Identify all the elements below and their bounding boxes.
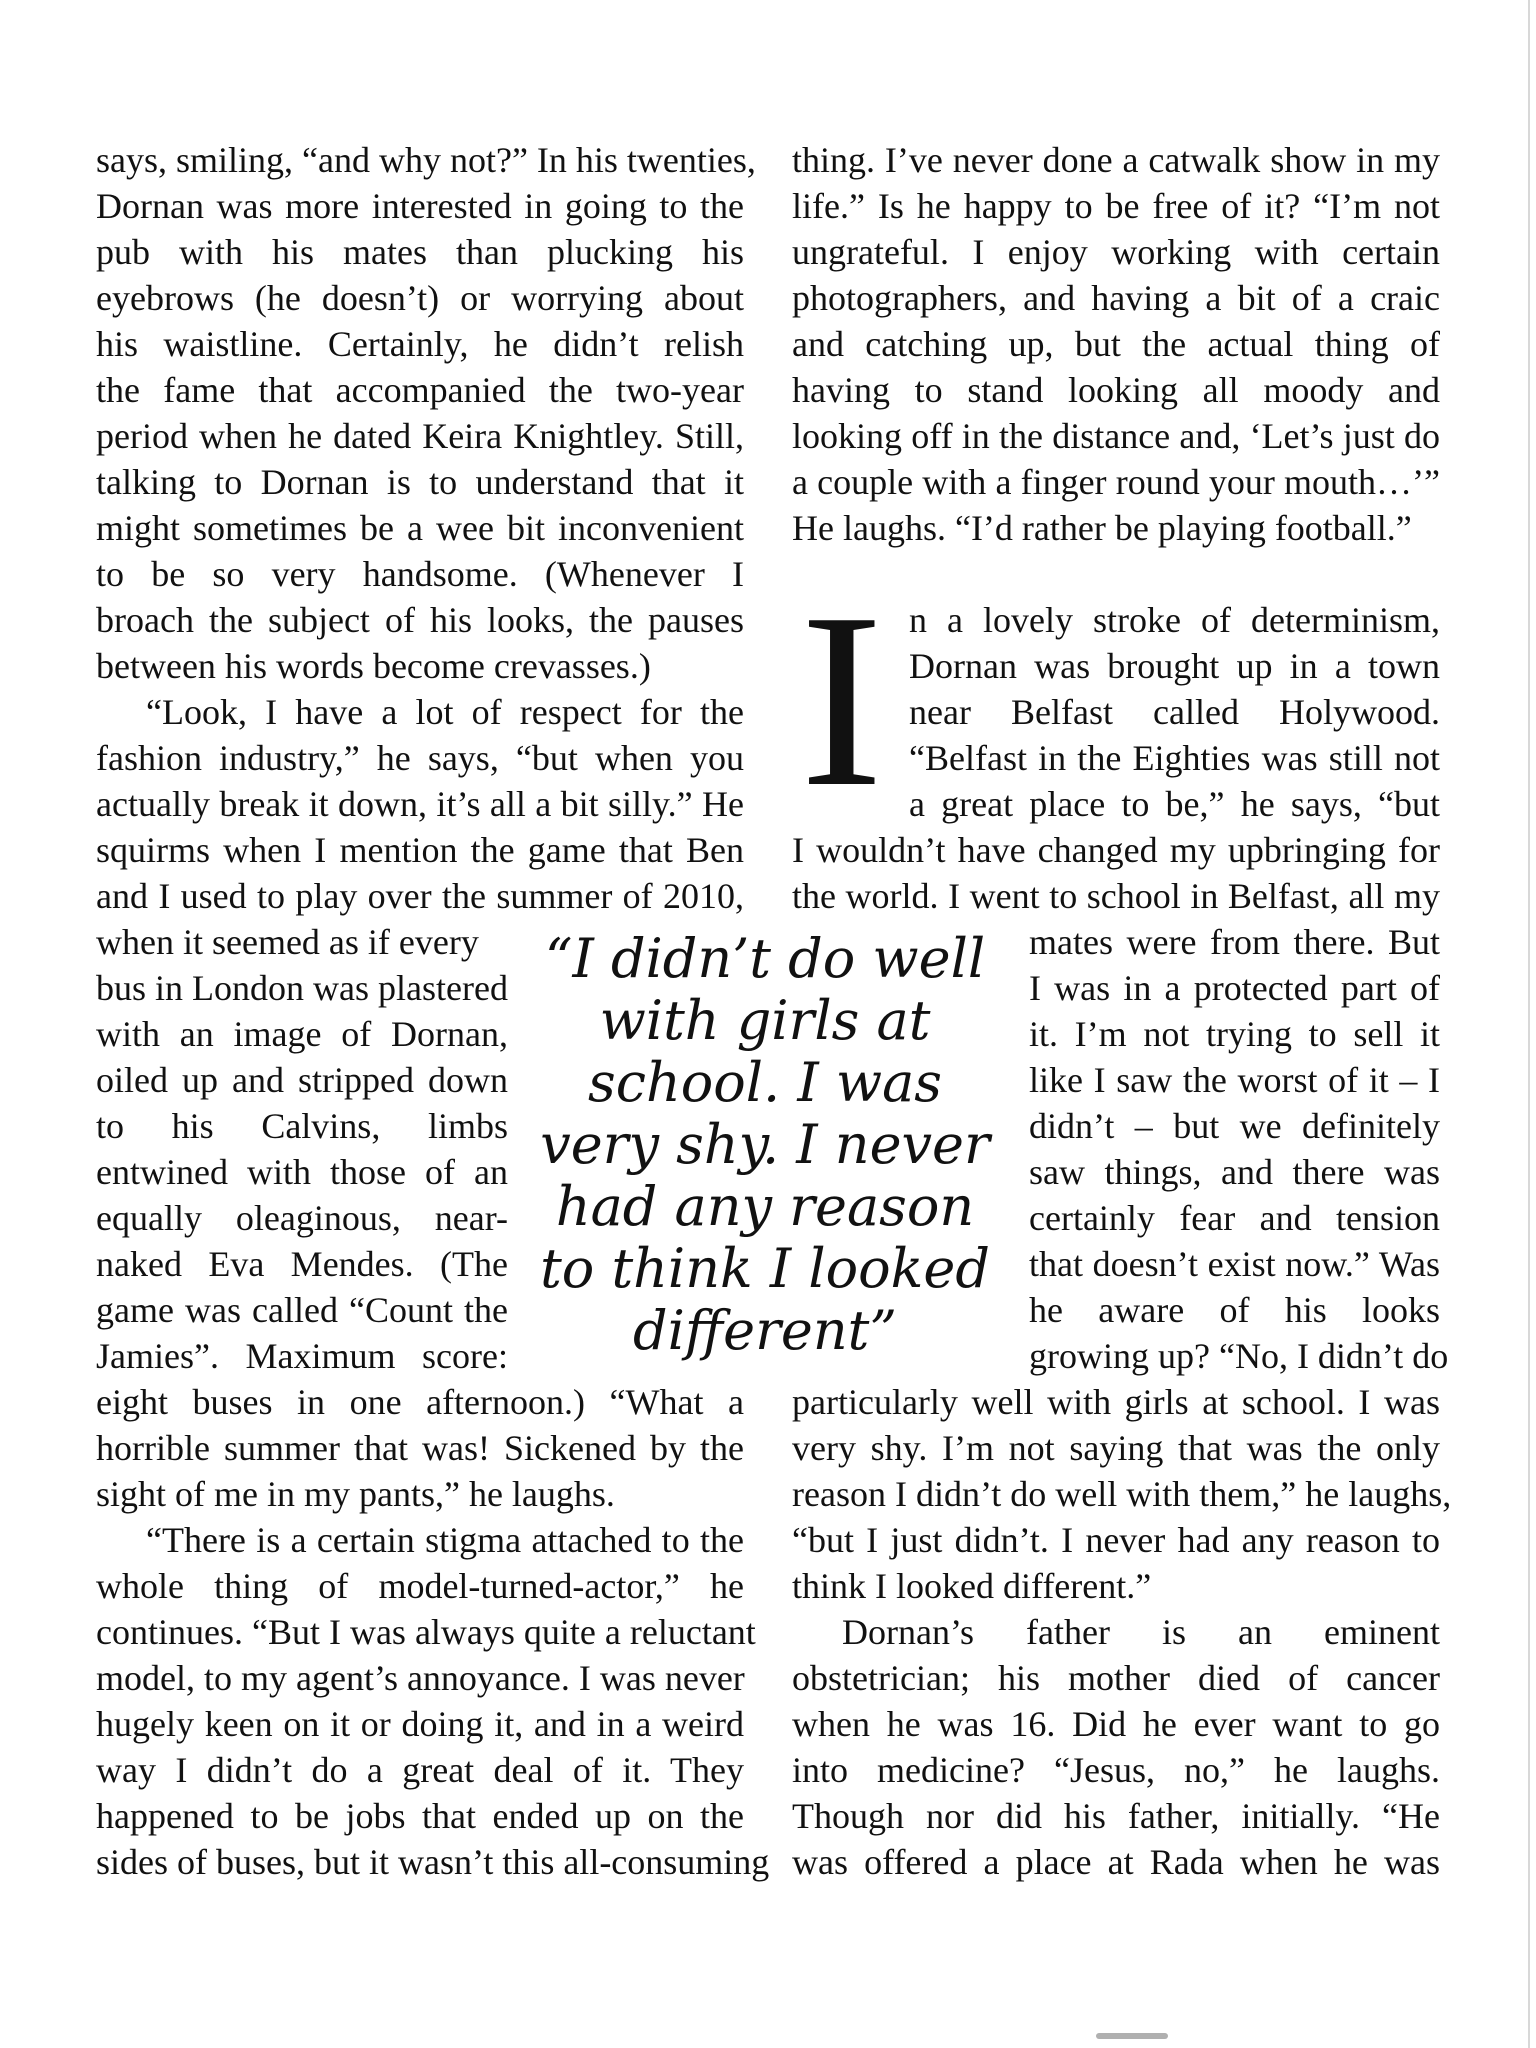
text-line: like I saw the worst of it – I	[1029, 1060, 1440, 1100]
pull-quote	[520, 928, 1010, 1362]
text-line: game was called “Count the	[96, 1290, 508, 1330]
text-line: it. I’m not trying to sell it	[1029, 1014, 1440, 1054]
text-line: think I looked different.”	[792, 1566, 1152, 1606]
text-line: way I didn’t do a great deal of it. They	[96, 1750, 744, 1790]
text-line: says, smiling, “and why not?” In his twenties,	[96, 140, 756, 180]
text-line: that doesn’t exist now.” Was	[1029, 1244, 1440, 1284]
text-line: I was in a protected part of	[1029, 968, 1440, 1008]
text-line: mates were from there. But	[1029, 922, 1440, 962]
text-line: very shy. I’m not saying that was the only	[792, 1428, 1440, 1468]
text-line: certainly fear and tension	[1029, 1198, 1440, 1238]
text-line: talking to Dornan is to understand that it	[96, 462, 744, 502]
text-line: hugely keen on it or doing it, and in a weird	[96, 1704, 744, 1744]
text-line: to his Calvins, limbs	[96, 1106, 508, 1146]
text-line: I wouldn’t have changed my upbringing for	[792, 830, 1440, 870]
text-line: pub with his mates than plucking his	[96, 232, 744, 272]
pull-quote-line: “I didn’t do well	[544, 927, 986, 990]
text-line: eight buses in one afternoon.) “What a	[96, 1382, 744, 1422]
text-line: “Belfast in the Eighties was still not	[909, 738, 1440, 778]
text-line: looking off in the distance and, ‘Let’s just do	[792, 416, 1440, 456]
text-line: growing up? “No, I didn’t do	[1029, 1336, 1449, 1376]
text-line: the fame that accompanied the two-year	[96, 370, 744, 410]
text-line: didn’t – but we definitely	[1029, 1106, 1440, 1146]
text-line: model, to my agent’s annoyance. I was never	[96, 1658, 745, 1698]
text-line: “Look, I have a lot of respect for the	[146, 692, 744, 732]
text-line: “There is a certain stigma attached to the	[146, 1520, 744, 1560]
text-line: naked Eva Mendes. (The	[96, 1244, 508, 1284]
text-line: saw things, and there was	[1029, 1152, 1440, 1192]
pull-quote-line: with girls at	[599, 989, 931, 1052]
text-line: “but I just didn’t. I never had any reason to	[792, 1520, 1440, 1560]
text-line: thing. I’ve never done a catwalk show in my	[792, 140, 1440, 180]
text-line: horrible summer that was! Sickened by the	[96, 1428, 744, 1468]
text-line: He laughs. “I’d rather be playing football.”	[792, 508, 1412, 548]
text-line: whole thing of model-turned-actor,” he	[96, 1566, 744, 1606]
text-line: squirms when I mention the game that Ben	[96, 830, 744, 870]
text-line: broach the subject of his looks, the pauses	[96, 600, 744, 640]
text-line: between his words become crevasses.)	[96, 646, 651, 686]
text-line: actually break it down, it’s all a bit silly.” He	[96, 784, 744, 824]
text-line: reason I didn’t do well with them,” he laughs,	[792, 1474, 1452, 1514]
text-line: period when he dated Keira Knightley. Still,	[96, 416, 744, 456]
text-line: ungrateful. I enjoy working with certain	[792, 232, 1440, 272]
text-line: sight of me in my pants,” he laughs.	[96, 1474, 615, 1514]
page-edge-divider	[1528, 0, 1530, 2048]
text-line: the world. I went to school in Belfast, all my	[792, 876, 1440, 916]
text-line: his waistline. Certainly, he didn’t relish	[96, 324, 744, 364]
text-line: having to stand looking all moody and	[792, 370, 1440, 410]
text-line: happened to be jobs that ended up on the	[96, 1796, 744, 1836]
text-line: particularly well with girls at school. I was	[792, 1382, 1440, 1422]
pull-quote-line: school. I was	[588, 1051, 942, 1114]
text-line: photographers, and having a bit of a craic	[792, 278, 1440, 318]
text-line: Though nor did his father, initially. “He	[792, 1796, 1440, 1836]
text-line: continues. “But I was always quite a reluctant	[96, 1612, 756, 1652]
text-line: a great place to be,” he says, “but	[909, 784, 1440, 824]
text-line: was offered a place at Rada when he was	[792, 1842, 1440, 1882]
pull-quote-line: very shy. I never	[540, 1113, 990, 1176]
text-line: fashion industry,” he says, “but when you	[96, 738, 744, 778]
scroll-indicator[interactable]	[1096, 2033, 1168, 2039]
text-line: to be so very handsome. (Whenever I	[96, 554, 744, 594]
pull-quote-line: different”	[633, 1299, 897, 1362]
text-line: Dornan was more interested in going to the	[96, 186, 744, 226]
text-line: bus in London was plastered	[96, 968, 508, 1008]
text-line: a couple with a finger round your mouth…’”	[792, 462, 1440, 502]
drop-cap: I	[800, 562, 884, 839]
pull-quote-line: to think I looked	[540, 1237, 990, 1300]
pull-quote-line: had any reason	[555, 1175, 975, 1238]
text-line: Jamies”. Maximum score:	[96, 1336, 508, 1376]
text-line: when it seemed as if every	[96, 922, 479, 962]
text-line: near Belfast called Holywood.	[909, 692, 1440, 732]
text-line: entwined with those of an	[96, 1152, 508, 1192]
text-line: into medicine? “Jesus, no,” he laughs.	[792, 1750, 1440, 1790]
text-line: when he was 16. Did he ever want to go	[792, 1704, 1440, 1744]
text-line: Dornan’s father is an eminent	[842, 1612, 1440, 1652]
text-line: sides of buses, but it wasn’t this all-consuming	[96, 1842, 770, 1882]
text-line: and I used to play over the summer of 2010,	[96, 876, 744, 916]
text-line: oiled up and stripped down	[96, 1060, 508, 1100]
text-line: eyebrows (he doesn’t) or worrying about	[96, 278, 744, 318]
text-line: might sometimes be a wee bit inconvenient	[96, 508, 744, 548]
text-line: with an image of Dornan,	[96, 1014, 508, 1054]
text-line: Dornan was brought up in a town	[909, 646, 1440, 686]
text-line: and catching up, but the actual thing of	[792, 324, 1440, 364]
text-line: obstetrician; his mother died of cancer	[792, 1658, 1440, 1698]
text-line: n a lovely stroke of determinism,	[909, 600, 1440, 640]
text-line: he aware of his looks	[1029, 1290, 1440, 1330]
text-line: life.” Is he happy to be free of it? “I’m not	[792, 186, 1440, 226]
text-line: equally oleaginous, near-	[96, 1198, 508, 1238]
